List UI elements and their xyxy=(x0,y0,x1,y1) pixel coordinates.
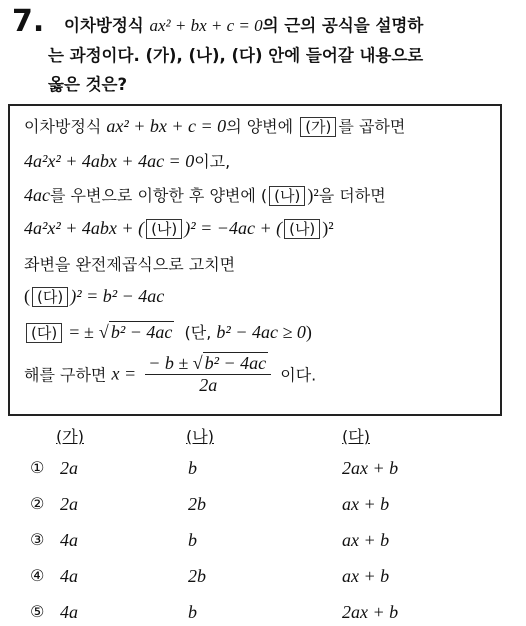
quadratic-formula-fraction xyxy=(145,352,271,396)
text: ) xyxy=(305,322,312,342)
choice-ga: 4a xyxy=(60,566,78,586)
equation: 4ac xyxy=(24,185,50,205)
column-header-da: (다) xyxy=(342,427,370,446)
derivation-box xyxy=(8,104,502,416)
question-line-3: 옳은 것은? xyxy=(48,75,128,94)
choice-da: ax + b xyxy=(342,566,390,586)
text: 를 우변으로 이항한 후 양변에 ( xyxy=(50,186,268,205)
choice-ga: 4a xyxy=(60,602,78,622)
choice-number: ④ xyxy=(30,566,45,585)
question-line-1 xyxy=(64,12,423,36)
choice-3[interactable] xyxy=(30,530,510,554)
equation: ( xyxy=(24,286,30,306)
choice-na: 2b xyxy=(188,566,206,586)
blank-na: (나) xyxy=(269,186,305,206)
equation: )² = b² − 4ac xyxy=(70,286,165,306)
text: 이차방정식 xyxy=(24,117,102,136)
radicand: b² − 4ac xyxy=(110,322,173,342)
equation: )² xyxy=(307,185,319,205)
choice-5[interactable] xyxy=(30,602,510,626)
text: 해를 구하면 xyxy=(24,365,107,385)
derivation-line-5: 좌변을 완전제곱식으로 고치면 xyxy=(24,255,236,274)
choice-na: b xyxy=(188,602,197,622)
column-header-na: (나) xyxy=(186,427,214,446)
equation: x = xyxy=(111,363,137,384)
choice-ga: 2a xyxy=(60,494,78,514)
choice-number: ① xyxy=(30,458,45,477)
choice-na: b xyxy=(188,458,197,478)
blank-na: (나) xyxy=(284,219,320,239)
choice-na: 2b xyxy=(188,494,206,514)
sqrt-sign: √ xyxy=(98,322,109,342)
choice-da: 2ax + b xyxy=(342,458,399,478)
radicand: b² − 4ac xyxy=(204,353,267,373)
choice-na: b xyxy=(188,530,197,550)
choice-ga: 4a xyxy=(60,530,78,550)
equation: ax² + bx + c = 0 xyxy=(106,116,227,136)
equation: b² − 4ac ≥ 0 xyxy=(216,322,306,342)
text: 을 더하면 xyxy=(318,186,386,205)
choice-number: ② xyxy=(30,494,45,513)
choice-da: 2ax + b xyxy=(342,602,399,622)
text: 이고, xyxy=(194,152,231,171)
question-number: 7. xyxy=(12,4,45,39)
derivation-line-4 xyxy=(24,218,334,239)
equation: − b ± xyxy=(148,353,189,373)
blank-na: (나) xyxy=(146,219,182,239)
column-header-ga: (가) xyxy=(56,427,84,446)
equation: 4a²x² + 4abx + 4ac = 0 xyxy=(24,151,195,171)
question-line-2: 는 과정이다. (가), (나), (다) 안에 들어갈 내용으로 xyxy=(48,46,424,65)
choice-1[interactable] xyxy=(30,458,510,482)
derivation-line-8 xyxy=(24,352,316,396)
choice-number: ③ xyxy=(30,530,45,549)
derivation-line-1 xyxy=(24,114,405,137)
blank-ga: (가) xyxy=(300,117,336,137)
sqrt-sign: √ xyxy=(192,353,203,373)
choice-number: ⑤ xyxy=(30,602,45,621)
equation: )² xyxy=(322,218,334,238)
fraction-numerator xyxy=(145,352,271,375)
text: 이다. xyxy=(280,365,317,385)
choice-ga: 2a xyxy=(60,458,78,478)
text: 를 곱하면 xyxy=(338,117,406,136)
choice-da: ax + b xyxy=(342,494,390,514)
question-text: 이차방정식 xyxy=(64,16,144,35)
derivation-line-3 xyxy=(24,183,386,206)
choice-2[interactable] xyxy=(30,494,510,518)
blank-da: (다) xyxy=(32,287,68,307)
choice-da: ax + b xyxy=(342,530,390,550)
question-text: 의 근의 공식을 설명하 xyxy=(262,16,424,35)
derivation-line-2 xyxy=(24,149,230,172)
answer-choices xyxy=(0,422,526,622)
derivation-line-6 xyxy=(24,286,164,307)
text: (단, xyxy=(184,323,212,342)
question-equation: ax² + bx + c = 0 xyxy=(149,16,263,35)
blank-da: (다) xyxy=(26,323,62,343)
derivation-line-7 xyxy=(24,320,312,343)
equation: = ± xyxy=(69,322,94,342)
equation: 4a²x² + 4abx + ( xyxy=(24,218,145,238)
fraction-denominator: 2a xyxy=(199,375,218,395)
equation: )² = −4ac + ( xyxy=(184,218,283,238)
text: 의 양변에 xyxy=(226,117,294,136)
choice-4[interactable] xyxy=(30,566,510,590)
